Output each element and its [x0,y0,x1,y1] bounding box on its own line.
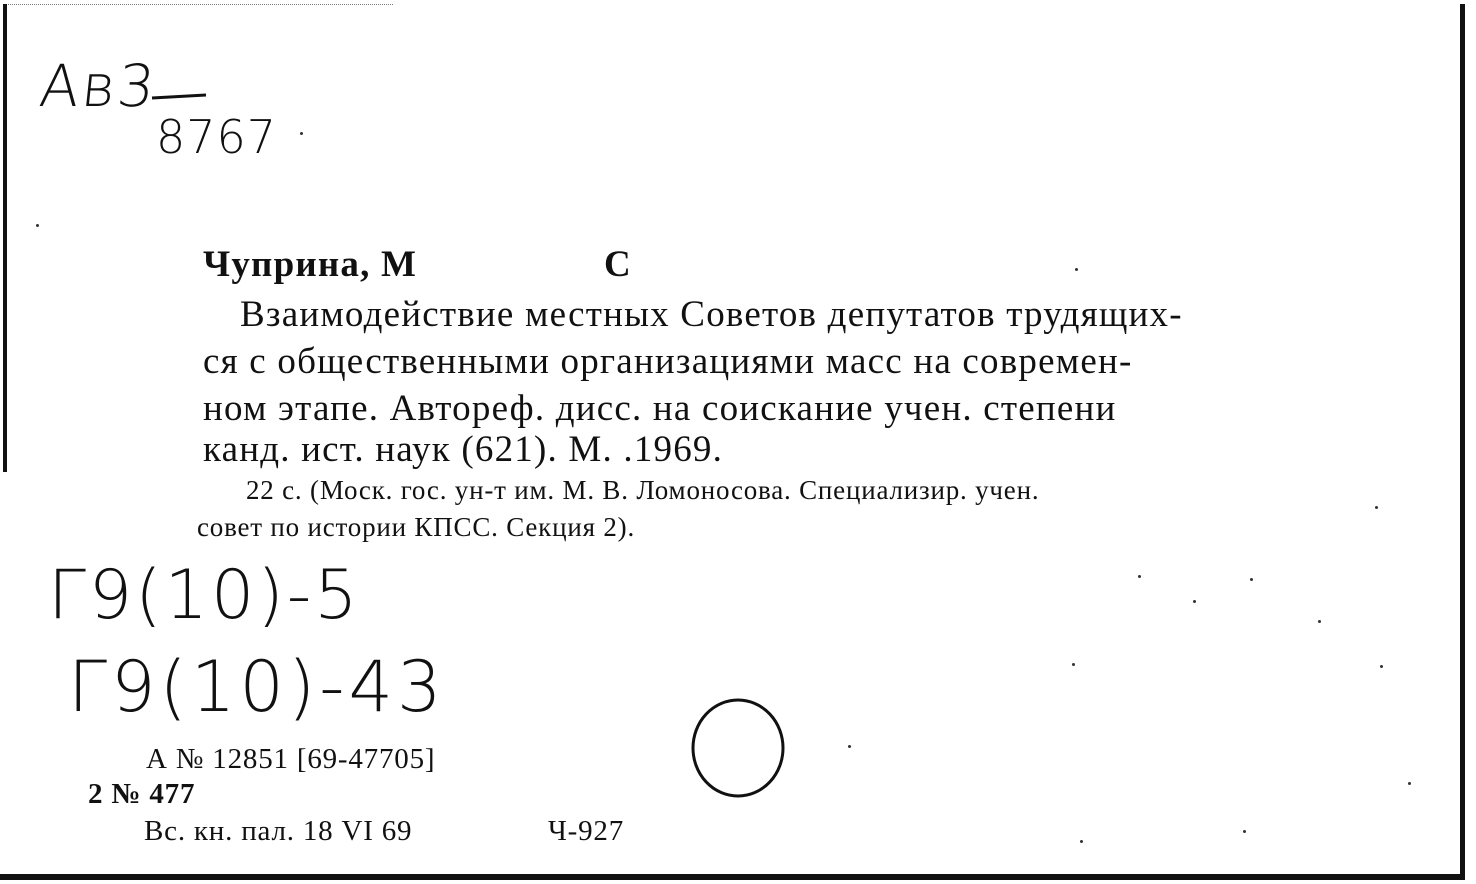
author-surname: Чуприна, М [203,244,418,285]
title-line-1: Взаимодействие местных Советов депутатов трудящих- [240,294,1183,335]
shelfmark-bottom: 8767 [156,110,278,164]
class-code-1: Г9(10)-5 [48,556,361,635]
dust-speck [1138,575,1141,578]
dust-speck [300,132,303,135]
author-initial: С [604,244,632,285]
footer-line-2: 2 № 477 [88,778,196,810]
dust-speck [1375,506,1378,509]
dust-speck [1193,600,1196,603]
dust-speck [1318,620,1321,623]
note-line-1: 22 с. (Моск. гос. ун-т им. М. В. Ломоносова. Специализир. учен. [246,475,1040,505]
dust-speck [36,224,39,227]
dust-speck [1075,268,1078,271]
title-line-2: ся с общественными организациями масс на современ- [203,341,1133,382]
dust-speck [1243,830,1246,833]
dust-speck [1408,782,1411,785]
dust-speck [848,745,851,748]
title-line-4: канд. ист. наук (621). М. .1969. [203,429,724,470]
class-code-2: Г9(10)-43 [68,646,446,728]
footer-line-3-right: Ч-927 [548,815,625,847]
dust-speck [1250,578,1253,581]
footer-line-1: А № 12851 [69-47705] [146,743,436,775]
dust-speck [1072,663,1075,666]
title-line-3: ном этапе. Автореф. дисс. на соискание учен. степени [203,388,1117,429]
footer-line-3-left: Вс. кн. пал. 18 VI 69 [144,815,413,847]
note-line-2: совет по истории КПСС. Секция 2). [197,512,636,542]
dust-speck [1080,840,1083,843]
dust-speck [1380,665,1383,668]
shelfmark-top: Ав3 [36,52,161,120]
